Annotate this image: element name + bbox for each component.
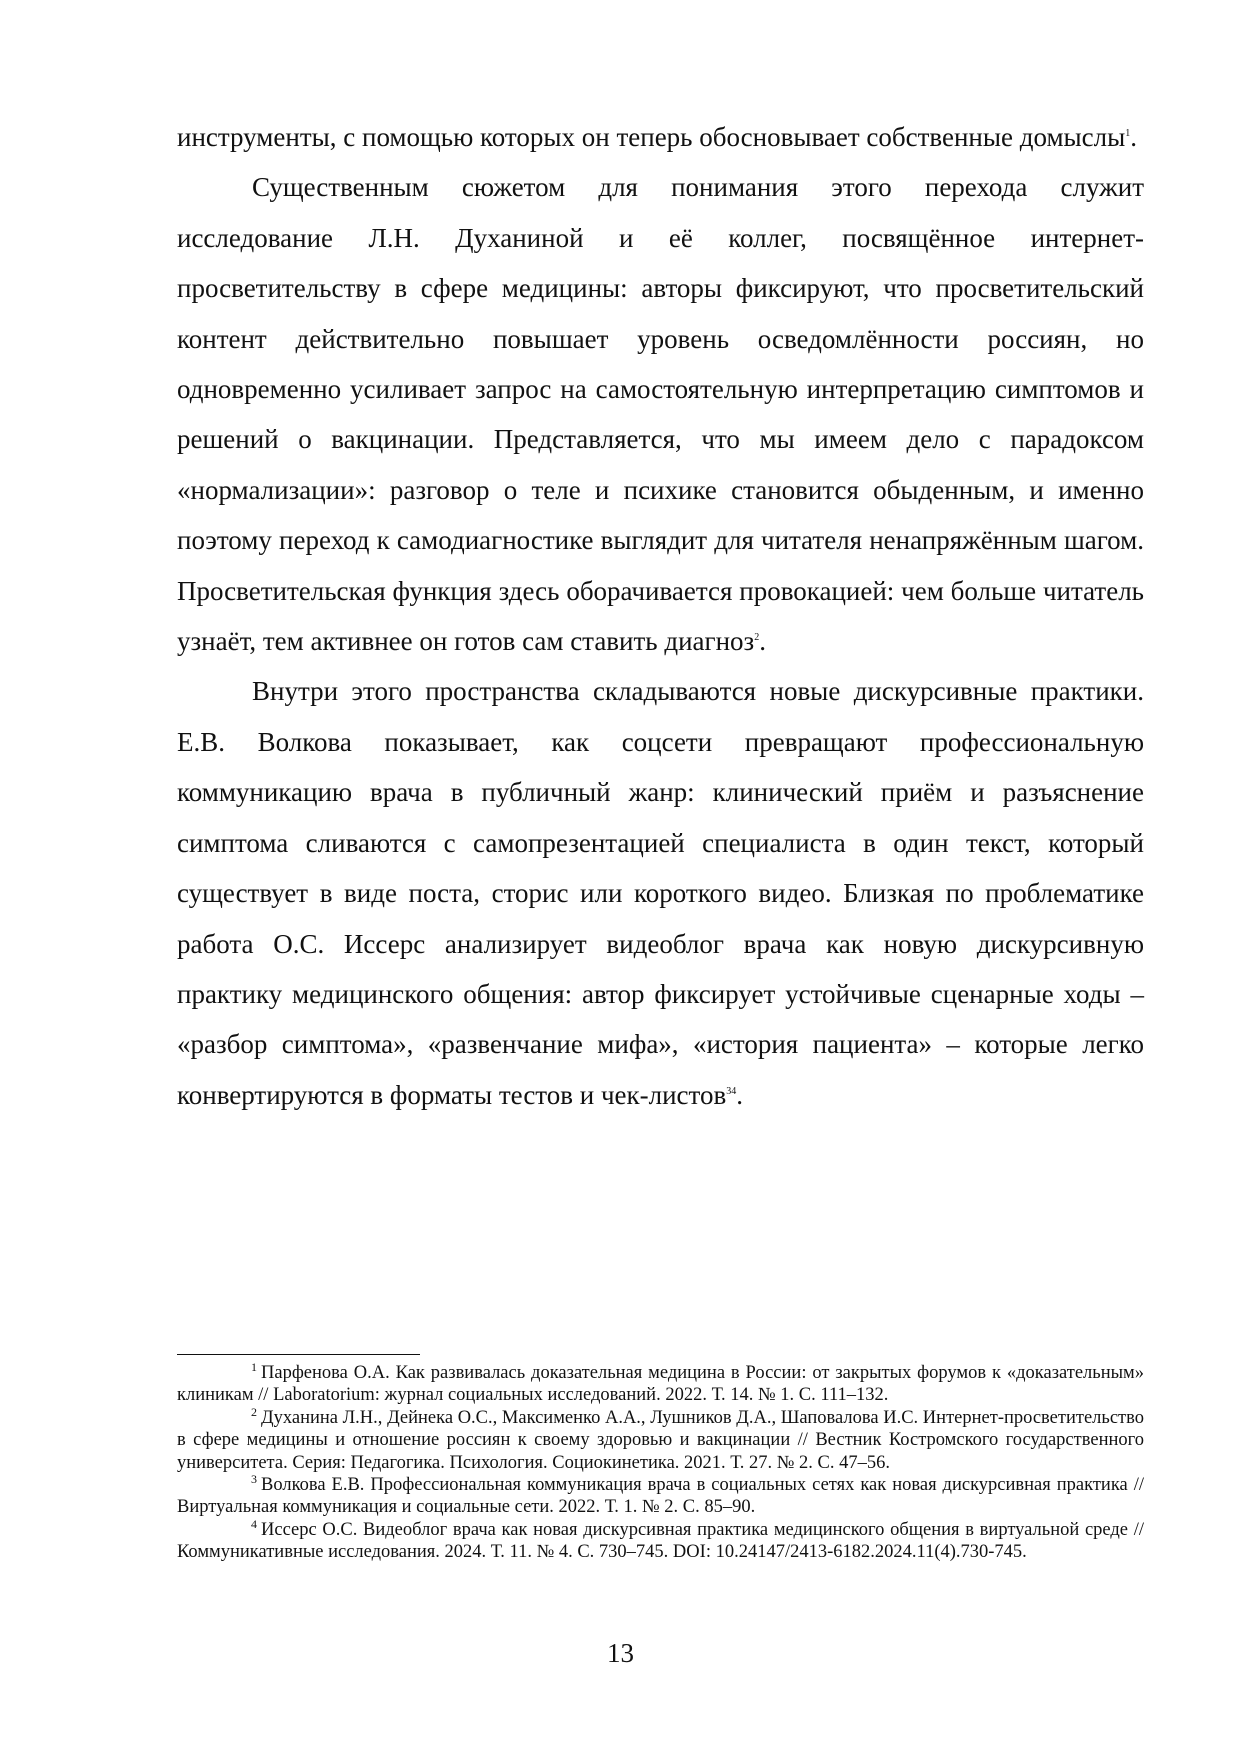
footnote-number: 3 (251, 1471, 257, 1486)
paragraph-3 (177, 666, 1144, 1120)
paragraph-1-text: инструменты, с помощью которых он теперь обосновывает собственные домыслы (177, 122, 1126, 152)
paragraph-1-end: . (1130, 122, 1138, 152)
page-number: 13 (607, 1638, 634, 1668)
paragraph-3-text: Внутри этого пространства складываются новые дискурсивные практики. Е.В. Волкова показывает, как соцсети превращают профессиональную коммуникацию врача в публичный жанр: клинический приём и разъяснение симптома сливаются с самопрезентацией специалиста в один текст, который существует в виде поста, сторис или короткого видео. Близкая по проблематике работа О.С. Иссерс анализирует видеоблог врача как новую дискурсивную практику медицинского общения: автор фиксирует устойчивые сценарные ходы – «разбор симптома», «развенчание мифа», «история пациента» – которые легко конвертируются в форматы тестов и чек-листов (177, 676, 1144, 1110)
footnote-text: Иссерс О.С. Видеоблог врача как новая дискурсивная практика медицинского общения в виртуальной среде // Коммуникативные исследования. 2024. Т. 11. № 4. С. 730–745. DOI: 10.24147/2413-6182.2024.11(4).730-745. (177, 1519, 1144, 1563)
paragraph-2-text: Существенным сюжетом для понимания этого перехода служит исследование Л.Н. Духаниной и её коллег, посвящённое интернет-просветительству в сфере медицины: авторы фиксируют, что просветительский контент действительно повышает уровень осведомлённости россиян, но одновременно усиливает запрос на самостоятельную интерпретацию симптомов и решений о вакцинации. Представляется, что мы имеем дело с парадоксом «нормализации»: разговор о теле и психике становится обыденным, и именно поэтому переход к самодиагностике выглядит для читателя ненапряжённым шагом. Просветительская функция здесь оборачивается провокацией: чем больше читатель узнаёт, тем активнее он готов сам ставить диагноз (177, 172, 1144, 657)
footnote-text: Парфенова О.А. Как развивалась доказательная медицина в России: от закрытых форумов к «доказательным» клиникам // Laboratorium: журнал социальных исследований. 2022. Т. 14. № 1. С. 111–132. (177, 1363, 1144, 1406)
paragraph-2-end: . (759, 626, 766, 657)
footnote-separator (177, 1354, 420, 1355)
footnote-2 (177, 1404, 1144, 1474)
paragraph-1 (177, 112, 1144, 162)
paragraph-3-end: . (736, 1079, 743, 1110)
footnote-ref-34[interactable]: 34 (726, 1085, 737, 1097)
footnote-text: Волкова Е.В. Профессиональная коммуникация врача в социальных сетях как новая дискурсивная практика // Виртуальная коммуникация и социальные сети. 2022. Т. 1. № 2. С. 85–90. (177, 1475, 1144, 1518)
footnote-ref-2[interactable]: 2 (754, 632, 760, 644)
footnote-3 (177, 1471, 1144, 1519)
footnote-text: Духанина Л.Н., Дейнека О.С., Максименко А.А., Лушников Д.А., Шаповалова И.С. Интернет-просветительство в сфере медицины и отношение россиян к своему здоровью и вакцинации // Вестник Костромского государственного университета. Серия: Педагогика. Психология. Социокинетика. 2021. Т. 27. № 2. С. 47–56. (177, 1407, 1144, 1473)
footnote-1 (177, 1359, 1144, 1407)
footnote-ref-1[interactable]: 1 (1125, 128, 1131, 139)
body-text (177, 112, 1144, 1120)
footnotes (177, 1359, 1144, 1564)
footnote-number: 2 (251, 1404, 257, 1419)
footnote-number: 4 (251, 1516, 257, 1531)
footnote-4 (177, 1516, 1144, 1564)
footnote-number: 1 (251, 1359, 257, 1374)
paragraph-2 (177, 162, 1144, 666)
